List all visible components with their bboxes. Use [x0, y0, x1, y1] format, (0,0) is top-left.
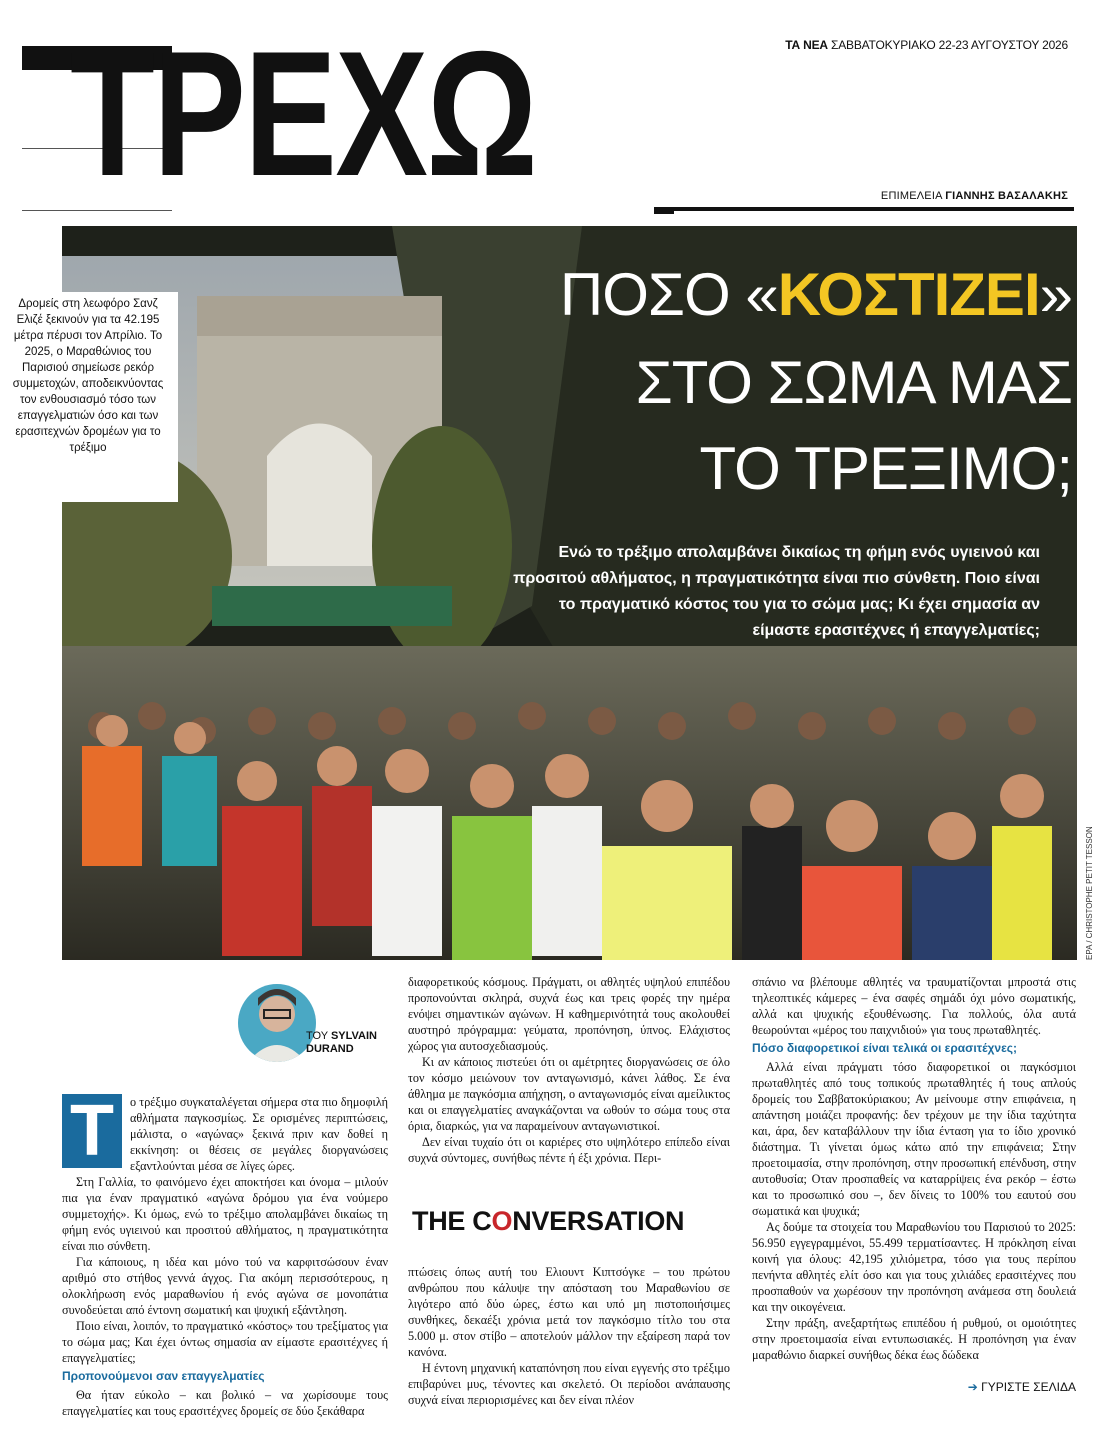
headline-text: »: [1039, 261, 1072, 328]
avatar-icon: [238, 984, 316, 1062]
headline-highlight: ΚΟΣΤΙΖΕΙ: [777, 261, 1040, 328]
article-paragraph: διαφορετικούς κόσμους. Πράγματι, οι αθλητές υψηλού επιπέδου προπονούνται σκληρά, συχνά έως και τρεις φορές την ημέρα ενόψει σημαντικών αγώνων. Η καθημερινότητά τους ακολουθεί αυστηρό πρόγραμμα: γεύματα, προπόνηση, ύπνος. Ελάχιστος χώρος για αυτοσχεδιασμούς.: [408, 975, 730, 1053]
subheading: Πόσο διαφορετικοί είναι τελικά οι ερασιτέχνες;: [752, 1041, 1018, 1055]
paper-date: ΣΑΒΒΑΤΟΚΥΡΙΑΚΟ 22-23 ΑΥΓΟΥΣΤΟΥ 2026: [831, 38, 1068, 52]
masthead-underline: [654, 207, 1074, 211]
headline-deck: Ενώ το τρέξιμο απολαμβάνει δικαίως τη φήμη ενός υγιεινού και προσιτού αθλήματος, η πραγματικότητα είναι πιο σύνθετη. Ποιο είναι το πραγματικό κόστος του για το σώμα μας; Κι έχει σημασία αν είμαστε ερασιτέχνες ή επαγγελματίες;: [513, 544, 1040, 639]
author-avatar: [238, 984, 316, 1062]
byline-prefix: ΤΟΥ: [306, 1030, 328, 1042]
article-paragraph: Δεν είναι τυχαίο ότι οι καριέρες στο υψηλότερο επίπεδο είναι συχνά σύντομες, συνήθως πέντε ή έξι χρόνια. Περι-: [408, 1135, 730, 1165]
logo-text: THE C: [412, 1206, 492, 1236]
photo-caption: Δρομείς στη λεωφόρο Σανζ Ελιζέ ξεκινούν για τα 42.195 μέτρα πέρυσι τον Απρίλιο. Το 2025, ο Μαραθώνιος του Παρισιού σημείωσε ρεκόρ συμμετοχών, αποδεικνύοντας τον ενθουσιασμό τόσο των επαγγελματιών όσο και των ερασιτεχνών δρομέων για το τρέξιμο: [12, 298, 164, 454]
article-paragraph: Η έντονη μηχανική καταπόνηση που είναι εγγενής στο τρέξιμο επιβαρύνει μυς, τένοντες και σκελετό. Οι περίοδοι ανάπαυσης συχνά είναι περιορισμένες και δεν είναι πλέον: [408, 1361, 730, 1407]
article-column-2: [408, 974, 730, 1166]
editor-name: ΓΙΑΝΝΗΣ ΒΑΣΑΛΑΚΗΣ: [945, 190, 1068, 202]
headline-line-3: ΤΟ ΤΡΕΞΙΜΟ;: [699, 435, 1072, 502]
article-column-1: [62, 1094, 388, 1419]
article-paragraph: πτώσεις όπως αυτή του Ελιουντ Κιπτσόγκε – του πρώτου ανθρώπου που κάλυψε την απόσταση του Μαραθωνίου σε λιγότερο από δύο ώρες, έστω και υπό μη πιστοποιήσιμες συνθήκες, δεκαέξι χρόνια μετά τον παγκόσμιο τίτλο του στα 5.000 μ. στον στίβο – αποτελούν μάλλον την εξαίρεση παρά τον κανόνα.: [408, 1265, 730, 1359]
article-column-3: [752, 974, 1076, 1363]
logo-o-icon: O: [491, 1206, 513, 1236]
subheading: Προπονούμενοι σαν επαγγελματίες: [62, 1369, 265, 1383]
arrow-right-icon: ➔: [967, 1380, 978, 1394]
article-paragraph: Κι αν κάποιος πιστεύει ότι οι αμέτρητες διοργανώσεις σε όλο τον κόσμο μειώνουν τον ανταγωνισμό, κάνει λάθος. Σε ένα άθλημα με παγκόσμια απήχηση, ο ανταγωνισμός είναι αμείλικτος και οι επαγγελματίες αναγκάζονται να ωθούν το σώμα τους στα όρια, διαρκώς, για να παραμείνουν ανταγωνιστικοί.: [408, 1055, 730, 1133]
byline: [306, 1030, 377, 1056]
turn-page-label: ΓΥΡΙΣΤΕ ΣΕΛΙΔΑ: [981, 1380, 1076, 1394]
article-paragraph: Ας δούμε τα στοιχεία του Μαραθωνίου του Παρισιού το 2025: 56.950 εγγεγραμμένοι, 55.499 τερματίσαντες. Η πρόκληση είναι κοινή για όλους: 42,195 χιλιόμετρα, τόσο για τους περίπου πενήντα αθλητές ελίτ όσο και για τους χιλιάδες ερασιτέχνες που προσπαθούν να χωρέσουν την προπόνηση ανάμεσα στη δουλειά και την οικογένεια.: [752, 1220, 1076, 1314]
article-paragraph: Αλλά είναι πράγματι τόσο διαφορετικοί οι παγκόσμιοι πρωταθλητές από τους τοπικούς πρωταθλητές ή τους απλούς δρομείς του Σαββατοκύριακου; Αν μείνουμε στην επιφάνεια, η απάντηση μοιάζει προφανής: δεν τρέχουν με την ίδια ταχύτητα και, άρα, δεν καταβάλλουν την ίδια ένταση για το ίδιο χρονικό διάστημα. Τι γίνεται όμως κάτω από την επιφάνεια; Στην προετοιμασία, στην προπόνηση, στην προσωπική επένδυση, στην αυτοθυσία; Οταν προσπαθείς να καταρρίψεις ένα ρεκόρ – έστω και το προσωπικό σου –, δεν δίνεις το 100% του εαυτού σου σωματικά και ψυχικά;: [752, 1060, 1076, 1218]
paper-name: ΤΑ ΝΕΑ: [785, 38, 828, 52]
section-title: ΤΡΕΧΩ: [70, 14, 537, 213]
photo-credit: EPA / CHRISTOPHE PETIT TESSON: [1085, 826, 1094, 960]
article-paragraph: Στην πράξη, ανεξαρτήτως επιπέδου ή ρυθμού, οι ομοιότητες στην προετοιμασία είναι εντυπωσιακές. Η προπόνηση για έναν μαραθώνιο διαρκεί συνήθως δέκα έως δώδεκα: [752, 1316, 1076, 1362]
article-paragraph: Ποιο είναι, λοιπόν, το πραγματικό «κόστος» του τρεξίματος για το σώμα μας; Και έχει όντως σημασία αν είμαστε ερασιτέχνες ή επαγγελματίες;: [62, 1319, 388, 1365]
headline-line-2: ΣΤΟ ΣΩΜΑ ΜΑΣ: [635, 349, 1072, 416]
article-paragraph: Για κάποιους, η ιδέα και μόνο τού να καρφιτσώσουν έναν αριθμό στο στήθος γεννά άγχος. Για ακόμη περισσότερους, η ολοκλήρωση ενός μαραθωνίου ή ενός αγώνα σε μονοπάτια συνοδεύεται από έντονη σωματική και ψυχική εξάντληση.: [62, 1255, 388, 1317]
byline-first: SYLVAIN: [330, 1030, 377, 1042]
byline-last: DURAND: [306, 1043, 354, 1055]
paper-info: [785, 38, 1068, 52]
turn-page[interactable]: [968, 1380, 1076, 1394]
dropcap: Τ: [62, 1094, 122, 1168]
the-conversation-logo: [412, 1206, 684, 1237]
headline-line-1: [560, 258, 1072, 332]
article-column-2-continued: [408, 1264, 730, 1408]
editor-prefix: ΕΠΙΜΕΛΕΙΑ: [880, 190, 943, 202]
article-paragraph: Θα ήταν εύκολο – και βολικό – να χωρίσουμε τους επαγγελματίες και τους ερασιτέχνες δρομείς σε δύο ξεκάθαρα: [62, 1388, 388, 1418]
article-paragraph: σπάνιο να βλέπουμε αθλητές να τραυματίζονται μπροστά στις τηλεοπτικές κάμερες – ένα σαφές σημάδι όχι μόνο σωματικής, αλλά και ψυχικής εξουθένωσης. Για πολλούς, όλα αυτά θεωρούνται «μέρος του παιχνιδιού» για τους πρωταθλητές.: [752, 975, 1076, 1037]
article-paragraph: Στη Γαλλία, το φαινόμενο έχει αποκτήσει και όνομα – μιλούν πια για έναν πραγματικό «αγώνα δρόμου για ένα νούμερο συμμετοχής». Κι όμως, ενώ το τρέξιμο απολαμβάνει δικαίως τη φήμη ενός υγιεινού και προσιτού αθλήματος, η πραγματικότητα είναι πιο σύνθετη.: [62, 1175, 388, 1253]
logo-text: NVERSATION: [512, 1206, 685, 1236]
headline-text: ΠΟΣΟ «: [559, 261, 778, 328]
article-paragraph: ο τρέξιμο συγκαταλέγεται σήμερα στα πιο δημοφιλή αθλήματα παγκοσμίως. Σε ορισμένες περιπτώσεις, μάλιστα, ο «αγώνας» ξεκινά πριν καν δοθεί η εκκίνηση: οι θέσεις σε μεγάλες διοργανώσεις εξαντλούνται μέσα σε λίγες ώρες.: [130, 1095, 388, 1173]
editor-line: [881, 190, 1068, 202]
